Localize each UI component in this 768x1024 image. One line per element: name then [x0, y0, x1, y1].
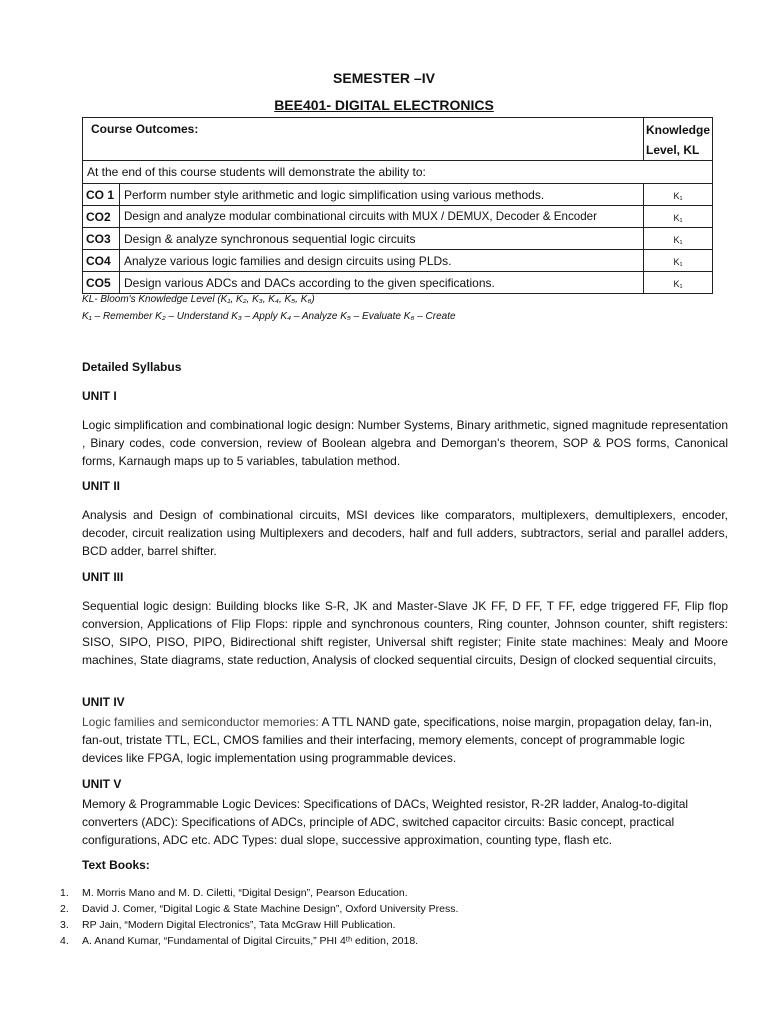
list-item-text: A. Anand Kumar, “Fundamental of Digital Circuits,” PHI 4ᵗʰ edition, 2018. [82, 935, 419, 947]
list-item-text: RP Jain, “Modern Digital Electronics”, Tata McGraw Hill Publication. [82, 919, 396, 931]
table-row [83, 184, 713, 206]
co-text: Perform number style arithmetic and logic simplification using various methods. [120, 184, 644, 206]
list-item [60, 885, 720, 901]
co-kl [643, 272, 712, 294]
unit-3-title: UNIT III [82, 570, 124, 584]
co-kl [643, 206, 712, 228]
co-kl-value: K₁ [673, 190, 683, 201]
unit-5-text: Memory & Programmable Logic Devices: Specifications of DACs, Weighted resistor, R-2R ladder, Analog-to-digital converters (ADC): Specifications of ADCs, principle of ADC, switched capacitor circuits: Basic concept, practical configurations, ADC etc. ADC Types: dual slope, successive approximation, counting type, flash etc. [82, 797, 689, 847]
table-intro-text: At the end of this course students will demonstrate the ability to: [83, 161, 713, 184]
co-kl [643, 228, 712, 250]
co-kl-value: K₁ [673, 234, 683, 245]
list-item-number: 4. [60, 935, 69, 947]
unit-2-title: UNIT II [82, 479, 120, 493]
kl-definition-note: KL- Bloom's Knowledge Level (K₁, K₂, K₃, K₄, K₅, K₆) [82, 294, 315, 305]
knowledge-level-header: Knowledge Level, KL [643, 118, 712, 161]
list-item [60, 933, 720, 949]
list-item-text: M. Morris Mano and M. D. Ciletti, “Digital Design”, Pearson Education. [82, 887, 408, 899]
co-code: CO5 [83, 272, 120, 294]
co-code: CO3 [83, 228, 120, 250]
unit-4-text [82, 713, 728, 767]
table-row [83, 250, 713, 272]
table-header-row [83, 118, 713, 161]
unit-1-title: UNIT I [82, 389, 117, 403]
co-kl-value: K₁ [673, 256, 683, 267]
co-text: Design and analyze modular combinational circuits with MUX / DEMUX, Decoder & Encoder [120, 206, 644, 228]
text-books-list [60, 885, 720, 949]
unit-4-lead: Logic families and semiconductor memories: [82, 715, 319, 729]
unit-1-text: Logic simplification and combinational logic design: Number Systems, Binary arithmetic, signed magnitude representation , Binary codes, code conversion, review of Boolean algebra and Demorgan's theorem, SOP & POS forms, Canonical forms, Karnaugh maps up to 5 variables, tabulation method. [82, 418, 728, 468]
co-kl-value: K₁ [673, 278, 683, 289]
co-kl [643, 184, 712, 206]
kl-levels-note: K₁ – Remember K₂ – Understand K₃ – Apply K₄ – Analyze K₅ – Evaluate K₆ – Create [82, 311, 456, 322]
course-outcomes-table [82, 117, 713, 294]
unit-4-title: UNIT IV [82, 695, 125, 709]
co-text: Analyze various logic families and design circuits using PLDs. [120, 250, 644, 272]
semester-heading: SEMESTER –IV [333, 70, 435, 86]
table-row [83, 272, 713, 294]
co-text: Design & analyze synchronous sequential logic circuits [120, 228, 644, 250]
course-outcomes-header: Course Outcomes: [83, 118, 644, 161]
list-item-number: 3. [60, 919, 69, 931]
unit-5-title: UNIT V [82, 777, 122, 791]
course-title-text: BEE401- DIGITAL ELECTRONICS [274, 97, 494, 113]
list-item [60, 901, 720, 917]
list-item-text: David J. Comer, “Digital Logic & State Machine Design”, Oxford University Press. [82, 903, 459, 915]
table-row [83, 206, 713, 228]
co-code: CO4 [83, 250, 120, 272]
table-row [83, 228, 713, 250]
course-title [0, 97, 768, 113]
co-kl-value: K₁ [673, 212, 683, 223]
list-item-number: 2. [60, 903, 69, 915]
co-code: CO2 [83, 206, 120, 228]
co-kl [643, 250, 712, 272]
unit-3-text: Sequential logic design: Building blocks like S-R, JK and Master-Slave JK FF, D FF, T FF, edge triggered FF, Flip flop conversion, Applications of Flip Flops: ripple and synchronous counters, Ring counter, Johnson counter, shift registers: SISO, SIPO, PISO, PIPO, Bidirectional shift register, Universal shift register; Finite state machines: Mealy and Moore machines, State diagrams, state reduction, Analysis of clocked sequential circuits, Design of clocked sequential circuits, [82, 599, 728, 667]
unit-2-text: Analysis and Design of combinational circuits, MSI devices like comparators, multiplexers, demultiplexers, encoder, decoder, circuit realization using Multiplexers and decoders, half and full adders, subtractors, serial and parallel adders, BCD adder, barrel shifter. [82, 508, 728, 558]
list-item-number: 1. [60, 887, 69, 899]
co-code: CO 1 [83, 184, 120, 206]
text-books-heading: Text Books: [82, 858, 150, 872]
detailed-syllabus-heading: Detailed Syllabus [82, 360, 182, 374]
table-intro-row [83, 161, 713, 184]
unit-4-body: A TTL NAND gate, specifications, noise margin, propagation delay, fan-in, fan-out, tristate TTL, ECL, CMOS families and their interfacing, memory elements, concept of programmable logic devices like FPGA, logic implementation using programmable devices. [82, 715, 713, 765]
co-text: Design various ADCs and DACs according to the given specifications. [120, 272, 644, 294]
list-item [60, 917, 720, 933]
